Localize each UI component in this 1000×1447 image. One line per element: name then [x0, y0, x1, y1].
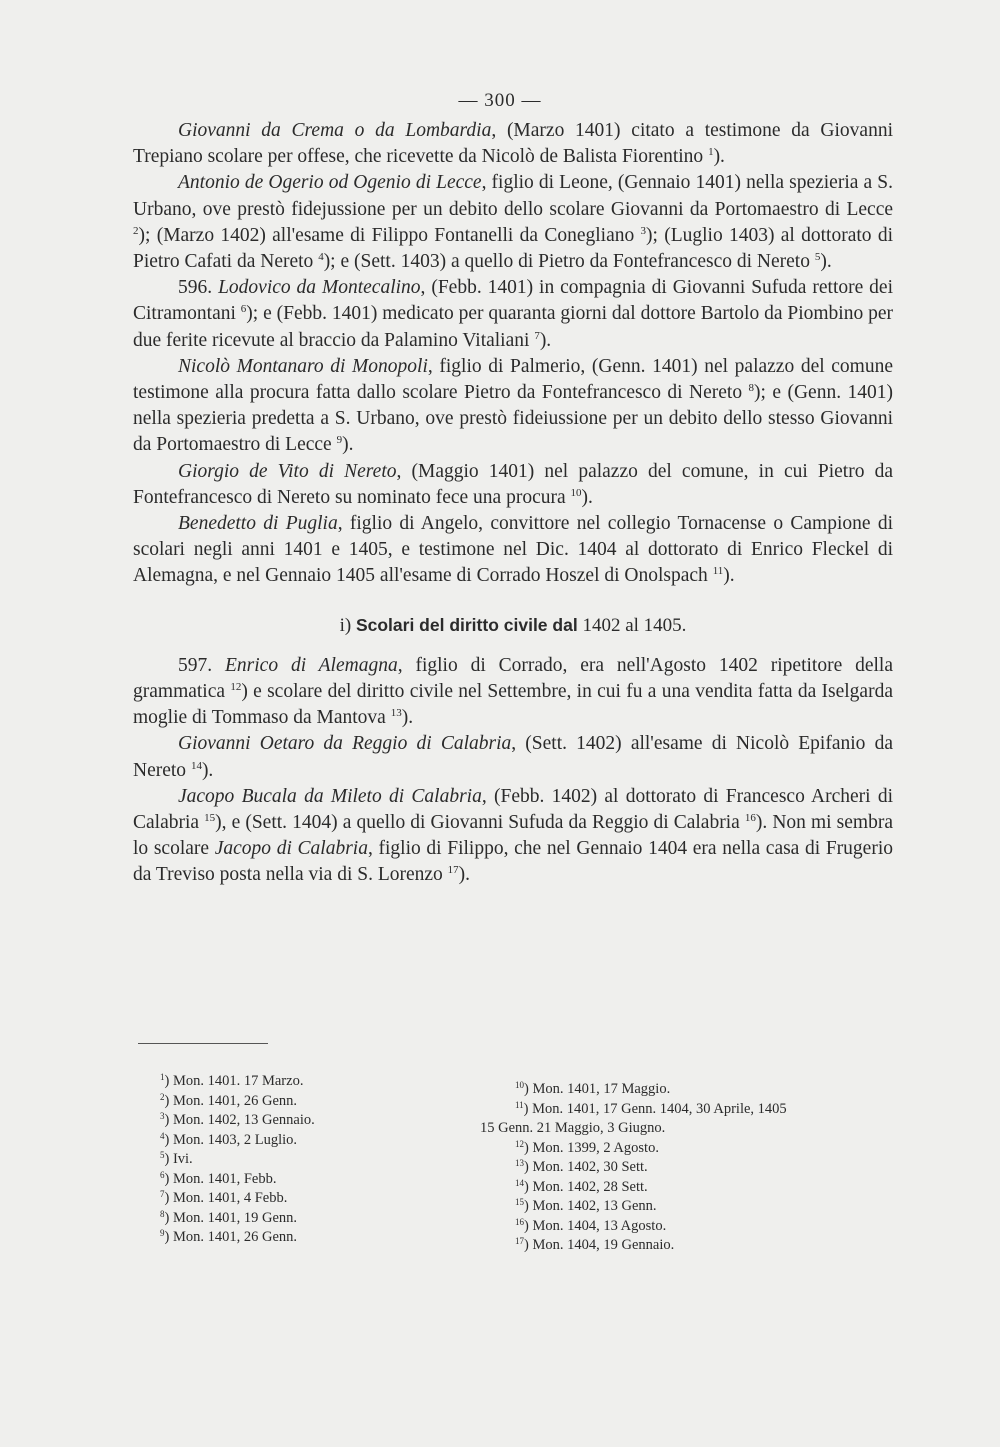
text-run: ); e (Febb. 1401) medicato per quaranta giorni dal dottore Bartolo da Piombino per due ferite ricevute al braccio da Palamino Vitaliani: [133, 303, 894, 351]
text-run: , figlio di Palmerio, (Genn. 1401) nel palazzo del comune testimone alla procura fatta dallo scolare Pietro da Fontefrancesco di Nereto: [133, 355, 893, 404]
footnote-text: ) Mon. 1402, 13 Gennaio.: [164, 1112, 315, 1128]
section-heading: [133, 612, 893, 639]
text-run: , (Marzo 1401) citato a testimone da Giovanni Trepiano scolare per offese, che ricevette da Nicolò de Balista Fiorentino: [133, 120, 893, 168]
footnote: [160, 1150, 420, 1170]
person-name: Jacopo Bucala da Mileto di Calabria: [178, 785, 482, 807]
paragraphs-before-heading: [133, 118, 893, 590]
text-run: , (Sett. 1402) all'esame di Nicolò Epifanio da Nereto: [133, 733, 893, 781]
footnote-ref: 1: [708, 146, 714, 159]
paragraph: [133, 784, 893, 889]
page-number: — 300 —: [458, 90, 542, 111]
text-run: , figlio di Leone, (Gennaio 1401) nella spezieria a S. Urbano, ove prestò fidejussione per un debito dello scolare Giovanni da Portomaestro di Lecce: [133, 172, 893, 220]
footnote: [160, 1209, 420, 1229]
footnote-text: ) Mon. 1403, 2 Luglio.: [164, 1131, 298, 1148]
footnote-ref: 2: [133, 224, 139, 237]
footnote-number: 14: [515, 1177, 524, 1188]
footnote-ref: 3: [640, 224, 647, 237]
footnote-number: 8: [160, 1208, 165, 1219]
footnote-number: 15: [515, 1197, 524, 1207]
footnote-number: 11: [515, 1099, 524, 1110]
footnote-number: 17: [515, 1236, 524, 1246]
person-name: Nicolò Montanaro di Monopoli: [178, 355, 428, 377]
footnote-rule: [138, 1043, 268, 1044]
footnote: [515, 1217, 905, 1237]
footnote-number: 12: [515, 1138, 524, 1149]
text-run: ).: [458, 864, 471, 886]
person-name: Giovanni da Crema o da Lombardia: [178, 120, 492, 141]
paragraph: [133, 511, 893, 590]
paragraph: [133, 653, 893, 732]
footnote: [160, 1170, 420, 1190]
text-run: 596.: [178, 277, 219, 299]
person-name: Jacopo di Calabria: [214, 838, 368, 860]
text-run: , (Febb. 1402) al dottorato di Francesco Archeri di Calabria: [133, 785, 893, 834]
footnote-ref: 6: [240, 303, 247, 316]
footnote: [160, 1111, 420, 1131]
section-heading-rest: 1402 al 1405.: [577, 614, 687, 636]
text-run: ).: [342, 434, 354, 456]
footnote: [160, 1228, 420, 1248]
footnote-number: 1: [160, 1072, 165, 1082]
footnote-ref: 16: [744, 812, 756, 825]
footnote: [515, 1197, 905, 1217]
footnotes-right-column: [480, 1080, 905, 1256]
footnote-ref: 8: [748, 382, 755, 395]
footnote: [160, 1131, 420, 1151]
text-run: , figlio di Angelo, convittore nel collegio Tornacense o Campione di scolari negli anni 1401 e 1405, e testimone nel Dic. 1404 al dottorato di Enrico Fleckel di Alemagna, e nel Gennaio 1405 all'esame di Corrado Hoszel di Onolspach: [133, 513, 893, 587]
text-run: ); (Luglio 1403) al dottorato di Pietro Cafati da Nereto: [133, 224, 893, 273]
text-run: ) e scolare del diritto civile nel Settembre, in cui fu a una vendita fatta da Iselgarda moglie di Tommaso da Mantova: [133, 681, 893, 729]
footnote-text: ) Mon. 1404, 13 Agosto.: [524, 1217, 667, 1234]
footnote: [515, 1158, 905, 1178]
text-run: , figlio di Filippo, che nel Gennaio 1404 era nella casa di Frugerio da Treviso posta nella via di S. Lorenzo: [133, 838, 893, 886]
footnote-text: ) Mon. 1401, Febb.: [164, 1170, 277, 1187]
text-run: 597.: [178, 654, 225, 676]
text-run: ).: [820, 251, 832, 273]
footnote-text: ) Mon. 1401, 26 Genn.: [164, 1229, 298, 1245]
footnote: [515, 1080, 905, 1100]
text-run: , figlio di Corrado, era nell'Agosto 1402 ripetitore della grammatica: [133, 654, 893, 703]
footnote-ref: 10: [570, 486, 582, 499]
footnote-number: 2: [160, 1091, 165, 1102]
footnote: [515, 1139, 905, 1159]
person-name: Giovanni Oetaro da Reggio di Calabria: [178, 733, 512, 755]
footnote: [160, 1072, 420, 1092]
person-name: Benedetto di Puglia: [178, 513, 338, 535]
footnote-number: 3: [160, 1111, 165, 1121]
paragraph: [133, 731, 893, 783]
text-run: ).: [401, 707, 414, 729]
footnote-number: 13: [515, 1158, 524, 1168]
person-name: Giorgio de Vito di Nereto: [178, 460, 397, 482]
footnote-ref: 12: [230, 681, 242, 694]
footnote-ref: 14: [190, 759, 202, 772]
footnote-ref: 4: [318, 251, 324, 264]
text-run: ), e (Sett. 1404) a quello di Giovanni Sufuda da Reggio di Calabria: [215, 812, 745, 834]
text-run: ); e (Sett. 1403) a quello di Pietro da Fontefrancesco di Nereto: [323, 251, 815, 273]
text-run: ); (Marzo 1402) all'esame di Filippo Fontanelli da Conegliano: [138, 224, 641, 246]
text-run: ). Non mi sembra lo scolare: [133, 812, 893, 860]
footnote-ref: 17: [447, 864, 459, 877]
footnote: [515, 1236, 905, 1256]
paragraph: [133, 275, 893, 354]
footnote-text: ) Mon. 1401, 4 Febb.: [164, 1190, 288, 1206]
footnote-ref: 13: [390, 707, 402, 720]
footnote-text: ) Mon. 1402, 30 Sett.: [524, 1159, 648, 1175]
footnote: [160, 1092, 420, 1112]
footnote-text: ) Mon. 1404, 19 Gennaio.: [524, 1237, 675, 1253]
footnote-text: ) Mon. 1399, 2 Agosto.: [524, 1139, 659, 1156]
paragraph: [133, 459, 893, 511]
person-name: Enrico di Alemagna: [225, 654, 398, 676]
text-run: ).: [201, 759, 214, 781]
footnote-text: ) Mon. 1401, 17 Maggio.: [524, 1081, 671, 1097]
footnote-ref: 5: [814, 251, 821, 264]
section-heading-prefix: i): [339, 614, 352, 636]
text-run: , (Maggio 1401) nel palazzo del comune, in cui Pietro da Fontefrancesco di Nereto su nominato fece una procura: [133, 460, 893, 508]
footnote-text: ) Mon. 1401. 17 Marzo.: [164, 1073, 304, 1089]
footnote-text: ) Mon. 1401, 17 Genn. 1404, 30 Aprile, 1405: [523, 1100, 787, 1117]
footnote-number: 9: [160, 1228, 165, 1238]
paragraph: [133, 118, 893, 170]
person-name: Antonio de Ogerio od Ogenio di Lecce: [178, 172, 482, 194]
footnote-ref: 15: [204, 812, 216, 825]
text-run: , (Febb. 1401) in compagnia di Giovanni Sufuda rettore dei Citramontani: [133, 277, 894, 325]
footnote: [515, 1100, 905, 1120]
footnote: [160, 1189, 420, 1209]
text-run: ).: [581, 486, 593, 508]
footnote-number: 10: [515, 1080, 524, 1090]
footnote-text: ) Mon. 1402, 28 Sett.: [524, 1178, 648, 1195]
footnote-ref: 11: [712, 565, 724, 578]
footnote-number: 6: [160, 1169, 165, 1180]
footnote-number: 4: [160, 1130, 165, 1141]
footnote-text: ) Mon. 1401, 26 Genn.: [164, 1092, 298, 1109]
body-text: [133, 118, 893, 889]
section-heading-bold: Scolari del diritto civile dal: [355, 614, 578, 635]
paragraph: [133, 354, 893, 459]
footnote-number: 7: [160, 1189, 165, 1199]
footnote-number: 5: [160, 1150, 165, 1160]
footnotes-left-column: [160, 1072, 420, 1248]
footnote-ref: 7: [534, 329, 540, 342]
footnote-text: ) Mon. 1401, 19 Genn.: [164, 1209, 298, 1226]
person-name: Lodovico da Montecalino: [218, 277, 421, 299]
footnote-number: 16: [515, 1216, 524, 1227]
text-run: ); e (Genn. 1401) nella spezieria predetta a S. Urbano, ove prestò fideiussione per un debito dello stesso Giovanni da Portomaestro di Lecce: [133, 382, 893, 456]
paragraphs-after-heading: [133, 653, 893, 889]
text-run: ).: [713, 146, 725, 168]
text-run: ).: [723, 565, 735, 587]
footnote: [480, 1119, 905, 1139]
footnote-ref: 9: [336, 434, 343, 447]
footnote: [515, 1178, 905, 1198]
footnote-text: ) Mon. 1402, 13 Genn.: [524, 1198, 657, 1214]
paragraph: [133, 170, 893, 275]
footnote-text: 15 Genn. 21 Maggio, 3 Giugno.: [480, 1120, 666, 1136]
footnote-text: ) Ivi.: [164, 1151, 193, 1167]
text-run: ).: [539, 329, 552, 351]
